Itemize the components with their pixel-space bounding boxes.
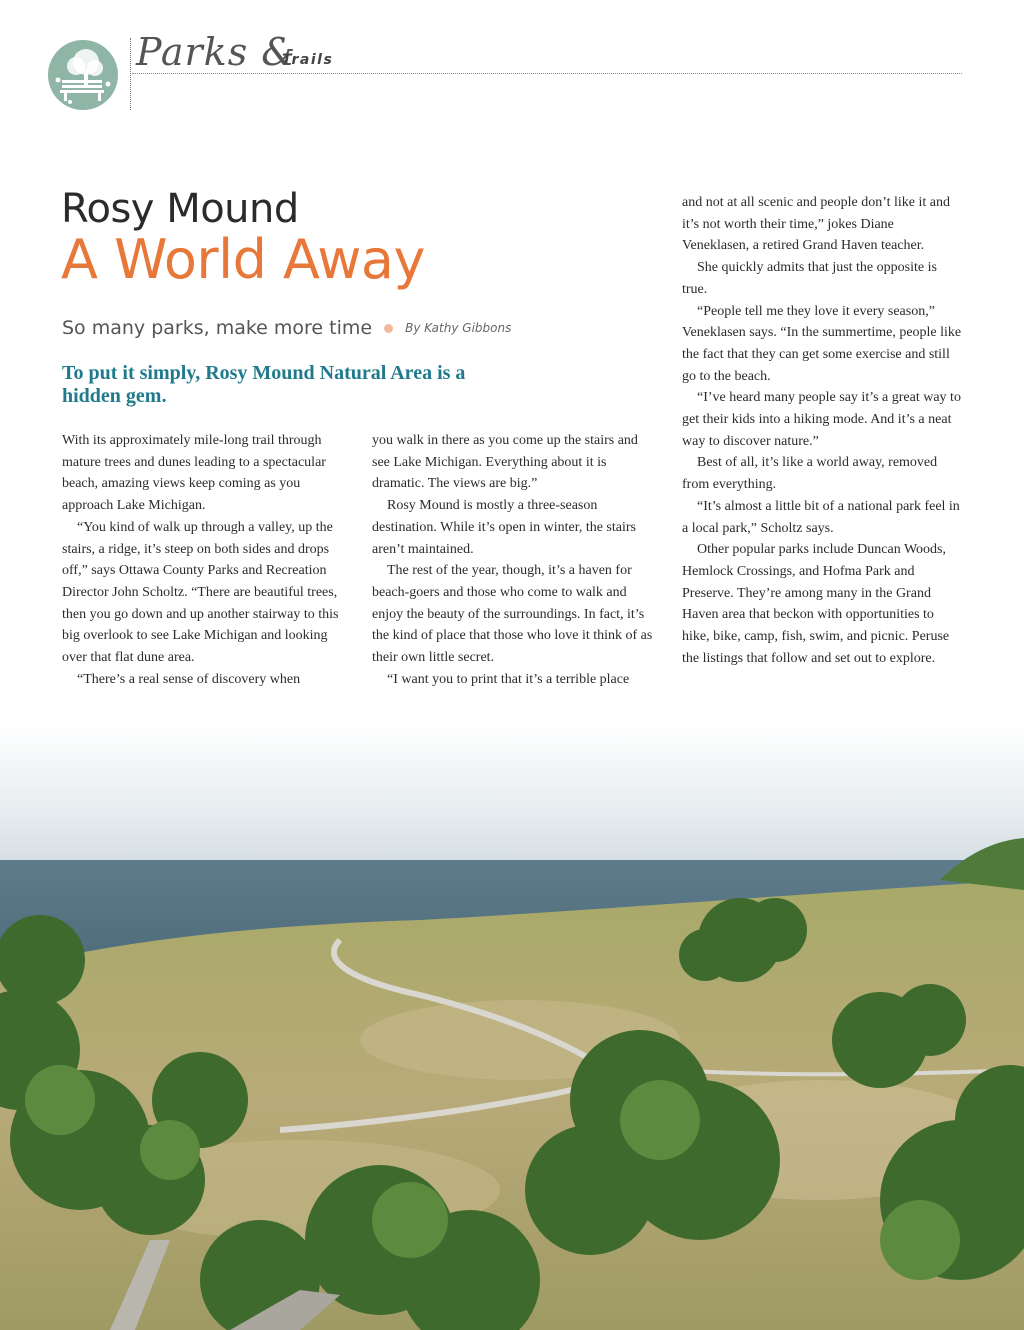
paragraph: you walk in there as you come up the stairs and see Lake Michigan. Everything about it is dramatic. The views are big.” (372, 433, 638, 492)
paragraph: “There’s a real sense of discovery when (77, 671, 301, 687)
paragraph: Other popular parks include Duncan Woods, Hemlock Crossings, and Hofma Park and Preserve. They’re among many in the Grand Haven area that beckon with opportunities to hike, bike, camp, fish, swim, and picnic. Peruse the listings that follow and set out to explore. (682, 542, 950, 666)
section-title-script: Parks & (136, 30, 297, 74)
paragraph: “People tell me they love it every season,” Veneklasen says. “In the summertime, people like the fact that they can get some exercise and still go to the beach. (682, 303, 962, 384)
paragraph: “I want you to print that it’s a terrible place (387, 671, 630, 687)
section-logo (48, 40, 118, 110)
paragraph: and not at all scenic and people don’t like it and it’s not worth their time,” jokes Diane Veneklasen, a retired Grand Haven teacher. (682, 195, 950, 254)
park-bench-tree-icon (48, 40, 118, 110)
body-column-2 (372, 430, 654, 690)
article-lede: To put it simply, Rosy Mound Natural Area is a hidden gem. (62, 362, 466, 407)
paragraph: “I’ve heard many people say it’s a great way to get their kids into a hiking mode. And it’s a neat way to discover nature.” (682, 390, 961, 449)
article-subtitle: So many parks, make more time (62, 317, 373, 339)
article-byline: By Kathy Gibbons (405, 321, 512, 335)
dune-boardwalk-lake-photo (0, 720, 1024, 1330)
paragraph: She quickly admits that just the opposite is true. (682, 260, 937, 297)
body-column-1 (62, 430, 344, 690)
section-title-small: Trails (282, 52, 334, 68)
paragraph: “You kind of walk up through a valley, up the stairs, a ridge, it’s steep on both sides and drops off,” says Ottawa County Parks and Recreation Director John Scholtz. “There are beautiful trees, then you go down and up another stairway to this big overlook to see Lake Michigan and looking over that flat dune area. (62, 519, 339, 666)
article-title-line1: Rosy Mound (61, 186, 299, 232)
body-column-3 (682, 192, 964, 669)
paragraph: The rest of the year, though, it’s a haven for beach-goers and those who come to walk and enjoy the beauty of the surroundings. In fact, it’s the kind of place that those who love it think of as their own little secret. (372, 563, 653, 666)
article-title-line2: A World Away (61, 228, 425, 291)
paragraph: Best of all, it’s like a world away, removed from everything. (682, 455, 938, 493)
paragraph: Rosy Mound is mostly a three-season destination. While it’s open in winter, the stairs aren’t maintained. (372, 498, 636, 557)
separator-dot-icon (384, 324, 393, 333)
subtitle-row (62, 317, 511, 339)
paragraph: With its approximately mile-long trail through mature trees and dunes leading to a spectacular beach, amazing views keep coming as you approach Lake Michigan. (62, 433, 326, 514)
paragraph: “It’s almost a little bit of a national park feel in a local park,” Scholtz says. (682, 498, 960, 536)
